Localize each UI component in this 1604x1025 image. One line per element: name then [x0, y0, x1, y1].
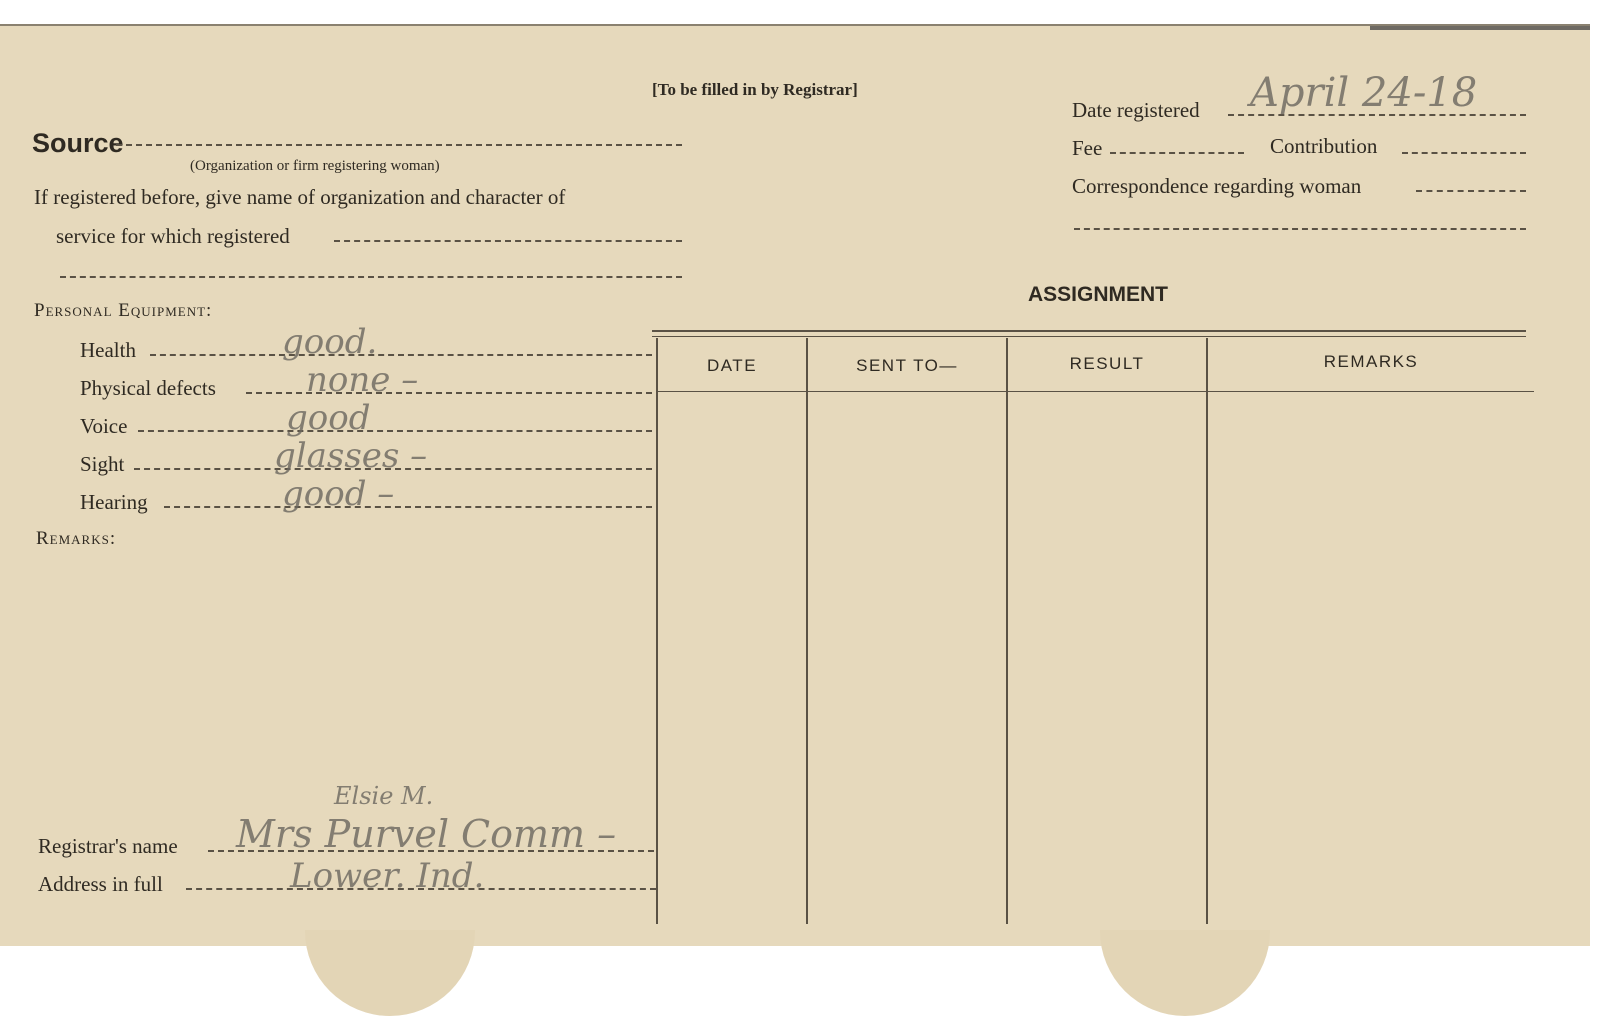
contribution-label: Contribution	[1270, 134, 1378, 158]
card-edge-shadow	[1370, 26, 1590, 30]
previous-registration-label: If registered before, give name of organization and character of	[34, 185, 566, 209]
service-line-2	[60, 276, 682, 278]
sight-value: glasses –	[274, 436, 428, 476]
sight-label: Sight	[80, 452, 125, 476]
hearing-label: Hearing	[80, 490, 148, 514]
service-line	[334, 240, 682, 242]
assignment-top-rule	[652, 330, 1526, 332]
column-divider-4	[1206, 338, 1208, 924]
column-header-remarks: REMARKS	[1323, 352, 1419, 371]
date-registered-value: April 24-18	[1250, 70, 1478, 116]
personal-equipment-heading: Personal Equipment:	[34, 300, 213, 321]
hearing-value: good –	[282, 474, 395, 514]
column-header-sent-to: SENT TO—	[856, 356, 958, 375]
service-label: service for which registered	[56, 224, 290, 248]
address-value: Lower. Ind.	[290, 856, 485, 896]
hearing-line	[164, 506, 652, 508]
voice-line	[138, 430, 652, 432]
address-label: Address in full	[38, 872, 163, 896]
source-line	[116, 144, 682, 146]
header-bottom-rule	[656, 391, 1534, 392]
registrar-note: [To be filled in by Registrar]	[652, 80, 858, 99]
column-header-date: DATE	[706, 356, 758, 375]
assignment-title: ASSIGNMENT	[1028, 283, 1169, 306]
fee-label: Fee	[1072, 136, 1103, 160]
health-line	[150, 354, 652, 356]
correspondence-label: Correspondence regarding woman	[1072, 174, 1362, 198]
voice-value: good	[286, 398, 371, 438]
physical-defects-label: Physical defects	[80, 376, 216, 400]
correspondence-line-2	[1074, 228, 1526, 230]
card-tab-right	[1100, 930, 1270, 1016]
registrar-name-label: Registrar's name	[38, 834, 178, 858]
assignment-top-rule-2	[652, 336, 1526, 337]
card-tab-left	[305, 930, 475, 1016]
date-registered-label: Date registered	[1072, 98, 1200, 122]
health-label: Health	[80, 338, 136, 362]
voice-label: Voice	[80, 414, 128, 438]
source-sublabel: (Organization or firm registering woman)	[190, 158, 440, 174]
fee-line	[1110, 152, 1244, 154]
correspondence-line	[1416, 190, 1526, 192]
column-header-result: RESULT	[1069, 354, 1145, 373]
remarks-heading: Remarks:	[36, 528, 117, 549]
contribution-line	[1402, 152, 1526, 154]
column-divider-1	[656, 338, 658, 924]
physical-defects-value: none –	[306, 360, 419, 400]
source-label: Source	[32, 128, 124, 158]
registrar-name-annotation: Elsie M.	[334, 782, 434, 810]
health-value: good.	[282, 322, 378, 362]
registrar-name-value: Mrs Purvel Comm –	[236, 812, 617, 856]
column-divider-3	[1006, 338, 1008, 924]
column-divider-2	[806, 338, 808, 924]
